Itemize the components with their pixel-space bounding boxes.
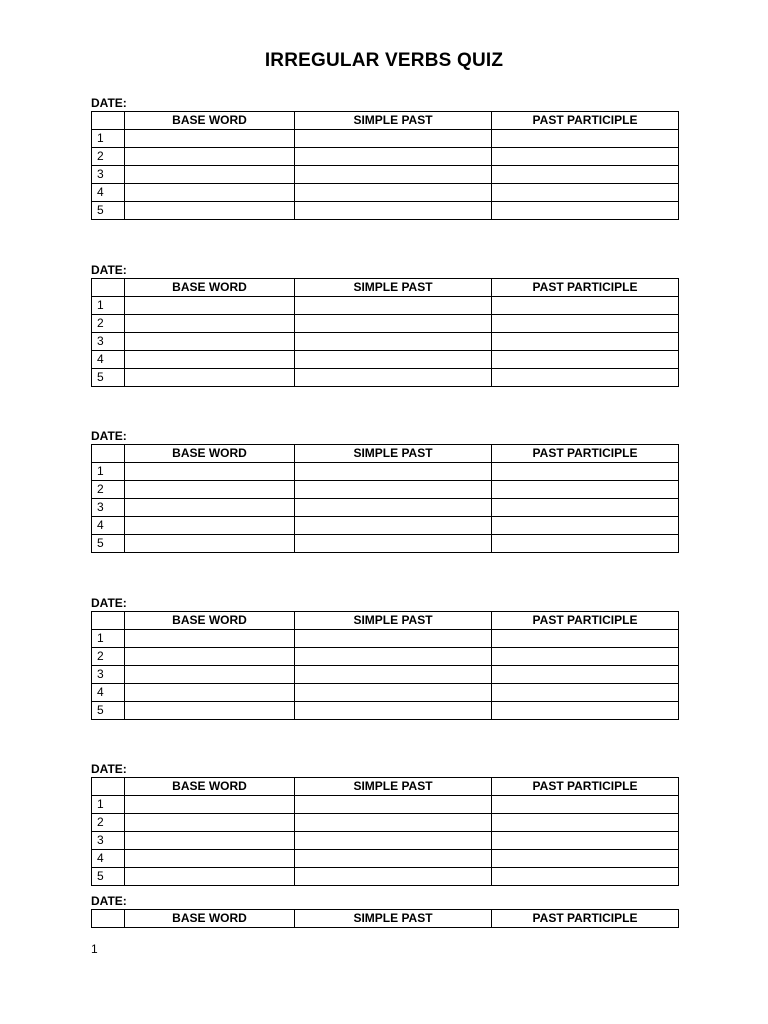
simple-past-cell[interactable]: [295, 684, 492, 702]
row-number: 2: [92, 315, 125, 333]
row-number: 1: [92, 297, 125, 315]
base-word-cell[interactable]: [125, 796, 295, 814]
simple-past-cell[interactable]: [295, 814, 492, 832]
date-label: DATE:: [91, 762, 127, 776]
table-row: [92, 832, 679, 850]
past-participle-cell[interactable]: [492, 148, 679, 166]
base-word-cell[interactable]: [125, 297, 295, 315]
table-row: [92, 702, 679, 720]
simple-past-header: SIMPLE PAST: [295, 445, 492, 463]
quiz-table: [91, 777, 679, 886]
simple-past-cell[interactable]: [295, 166, 492, 184]
past-participle-cell[interactable]: [492, 130, 679, 148]
past-participle-cell[interactable]: [492, 315, 679, 333]
number-header: [92, 910, 125, 928]
simple-past-cell[interactable]: [295, 148, 492, 166]
base-word-cell[interactable]: [125, 481, 295, 499]
base-word-cell[interactable]: [125, 130, 295, 148]
past-participle-header: PAST PARTICIPLE: [492, 445, 679, 463]
table-row: [92, 481, 679, 499]
number-header: [92, 279, 125, 297]
table-row: [92, 351, 679, 369]
row-number: 4: [92, 517, 125, 535]
row-number: 2: [92, 648, 125, 666]
table-row: [92, 814, 679, 832]
row-number: 5: [92, 535, 125, 553]
base-word-cell[interactable]: [125, 868, 295, 886]
number-header: [92, 112, 125, 130]
base-word-cell[interactable]: [125, 463, 295, 481]
table-row: [92, 684, 679, 702]
past-participle-cell[interactable]: [492, 535, 679, 553]
row-number: 1: [92, 130, 125, 148]
base-word-header: BASE WORD: [125, 112, 295, 130]
row-number: 5: [92, 702, 125, 720]
table-row: [92, 369, 679, 387]
past-participle-cell[interactable]: [492, 481, 679, 499]
table-row: [92, 666, 679, 684]
past-participle-cell[interactable]: [492, 868, 679, 886]
past-participle-cell[interactable]: [492, 814, 679, 832]
base-word-header: BASE WORD: [125, 778, 295, 796]
past-participle-cell[interactable]: [492, 351, 679, 369]
page-title: IRREGULAR VERBS QUIZ: [264, 50, 504, 71]
row-number: 4: [92, 850, 125, 868]
simple-past-cell[interactable]: [295, 630, 492, 648]
row-number: 1: [92, 463, 125, 481]
row-number: 4: [92, 184, 125, 202]
table-row: [92, 868, 679, 886]
past-participle-cell[interactable]: [492, 630, 679, 648]
table-header-row: [92, 279, 679, 297]
date-label: DATE:: [91, 96, 127, 110]
simple-past-header: SIMPLE PAST: [295, 279, 492, 297]
past-participle-cell[interactable]: [492, 517, 679, 535]
base-word-header: BASE WORD: [125, 612, 295, 630]
base-word-cell[interactable]: [125, 814, 295, 832]
table-header-row: [92, 612, 679, 630]
simple-past-cell[interactable]: [295, 184, 492, 202]
past-participle-cell[interactable]: [492, 369, 679, 387]
table-header-row: [92, 112, 679, 130]
past-participle-cell[interactable]: [492, 850, 679, 868]
past-participle-cell[interactable]: [492, 666, 679, 684]
date-label: DATE:: [91, 263, 127, 277]
past-participle-cell[interactable]: [492, 648, 679, 666]
past-participle-cell[interactable]: [492, 499, 679, 517]
date-label: DATE:: [91, 429, 127, 443]
base-word-cell[interactable]: [125, 351, 295, 369]
past-participle-cell[interactable]: [492, 184, 679, 202]
simple-past-cell[interactable]: [295, 517, 492, 535]
past-participle-cell[interactable]: [492, 702, 679, 720]
date-label: DATE:: [91, 894, 127, 908]
base-word-header: BASE WORD: [125, 910, 295, 928]
table-row: [92, 297, 679, 315]
quiz-section-2: [91, 262, 678, 387]
date-label: DATE:: [91, 596, 127, 610]
table-row: [92, 202, 679, 220]
simple-past-cell[interactable]: [295, 202, 492, 220]
simple-past-cell[interactable]: [295, 796, 492, 814]
simple-past-cell[interactable]: [295, 648, 492, 666]
simple-past-cell[interactable]: [295, 333, 492, 351]
past-participle-cell[interactable]: [492, 166, 679, 184]
simple-past-cell[interactable]: [295, 832, 492, 850]
table-row: [92, 499, 679, 517]
base-word-cell[interactable]: [125, 702, 295, 720]
simple-past-cell[interactable]: [295, 297, 492, 315]
past-participle-cell[interactable]: [492, 463, 679, 481]
table-row: [92, 630, 679, 648]
simple-past-cell[interactable]: [295, 868, 492, 886]
simple-past-cell[interactable]: [295, 351, 492, 369]
past-participle-header: PAST PARTICIPLE: [492, 612, 679, 630]
row-number: 2: [92, 148, 125, 166]
number-header: [92, 445, 125, 463]
table-row: [92, 850, 679, 868]
table-row: [92, 184, 679, 202]
table-row: [92, 517, 679, 535]
simple-past-header: SIMPLE PAST: [295, 612, 492, 630]
simple-past-cell[interactable]: [295, 666, 492, 684]
past-participle-cell[interactable]: [492, 333, 679, 351]
table-row: [92, 535, 679, 553]
simple-past-cell[interactable]: [295, 315, 492, 333]
table-row: [92, 130, 679, 148]
table-row: [92, 796, 679, 814]
row-number: 4: [92, 684, 125, 702]
quiz-section-6: [91, 893, 678, 928]
row-number: 3: [92, 166, 125, 184]
quiz-section-4: [91, 595, 678, 720]
past-participle-header: PAST PARTICIPLE: [492, 778, 679, 796]
page-number: 1: [91, 942, 98, 956]
quiz-table: [91, 111, 679, 220]
base-word-cell[interactable]: [125, 684, 295, 702]
quiz-section-3: [91, 428, 678, 553]
base-word-cell[interactable]: [125, 832, 295, 850]
simple-past-cell[interactable]: [295, 499, 492, 517]
number-header: [92, 612, 125, 630]
past-participle-cell[interactable]: [492, 684, 679, 702]
simple-past-cell[interactable]: [295, 702, 492, 720]
past-participle-cell[interactable]: [492, 832, 679, 850]
simple-past-cell[interactable]: [295, 850, 492, 868]
table-row: [92, 166, 679, 184]
simple-past-cell[interactable]: [295, 463, 492, 481]
base-word-cell[interactable]: [125, 535, 295, 553]
base-word-cell[interactable]: [125, 630, 295, 648]
quiz-table: [91, 611, 679, 720]
past-participle-cell[interactable]: [492, 297, 679, 315]
base-word-cell[interactable]: [125, 202, 295, 220]
row-number: 2: [92, 814, 125, 832]
base-word-cell[interactable]: [125, 648, 295, 666]
simple-past-header: SIMPLE PAST: [295, 910, 492, 928]
simple-past-cell[interactable]: [295, 535, 492, 553]
row-number: 3: [92, 333, 125, 351]
base-word-cell[interactable]: [125, 166, 295, 184]
table-row: [92, 315, 679, 333]
quiz-table: [91, 909, 679, 928]
row-number: 5: [92, 369, 125, 387]
table-header-row: [92, 445, 679, 463]
base-word-cell[interactable]: [125, 850, 295, 868]
number-header: [92, 778, 125, 796]
quiz-table: [91, 444, 679, 553]
quiz-section-5: [91, 761, 678, 886]
simple-past-cell[interactable]: [295, 481, 492, 499]
row-number: 1: [92, 630, 125, 648]
base-word-cell[interactable]: [125, 333, 295, 351]
row-number: 2: [92, 481, 125, 499]
simple-past-header: SIMPLE PAST: [295, 778, 492, 796]
table-header-row: [92, 778, 679, 796]
table-row: [92, 463, 679, 481]
quiz-table: [91, 278, 679, 387]
base-word-cell[interactable]: [125, 369, 295, 387]
table-row: [92, 648, 679, 666]
base-word-cell[interactable]: [125, 499, 295, 517]
table-row: [92, 333, 679, 351]
past-participle-cell[interactable]: [492, 202, 679, 220]
row-number: 5: [92, 202, 125, 220]
row-number: 3: [92, 832, 125, 850]
simple-past-header: SIMPLE PAST: [295, 112, 492, 130]
base-word-cell[interactable]: [125, 148, 295, 166]
base-word-cell[interactable]: [125, 517, 295, 535]
past-participle-header: PAST PARTICIPLE: [492, 279, 679, 297]
base-word-cell[interactable]: [125, 315, 295, 333]
quiz-section-1: [91, 95, 678, 220]
base-word-header: BASE WORD: [125, 445, 295, 463]
base-word-cell[interactable]: [125, 184, 295, 202]
base-word-header: BASE WORD: [125, 279, 295, 297]
row-number: 4: [92, 351, 125, 369]
simple-past-cell[interactable]: [295, 369, 492, 387]
past-participle-header: PAST PARTICIPLE: [492, 112, 679, 130]
past-participle-cell[interactable]: [492, 796, 679, 814]
row-number: 3: [92, 666, 125, 684]
past-participle-header: PAST PARTICIPLE: [492, 910, 679, 928]
simple-past-cell[interactable]: [295, 130, 492, 148]
base-word-cell[interactable]: [125, 666, 295, 684]
table-header-row: [92, 910, 679, 928]
row-number: 1: [92, 796, 125, 814]
table-row: [92, 148, 679, 166]
row-number: 3: [92, 499, 125, 517]
row-number: 5: [92, 868, 125, 886]
